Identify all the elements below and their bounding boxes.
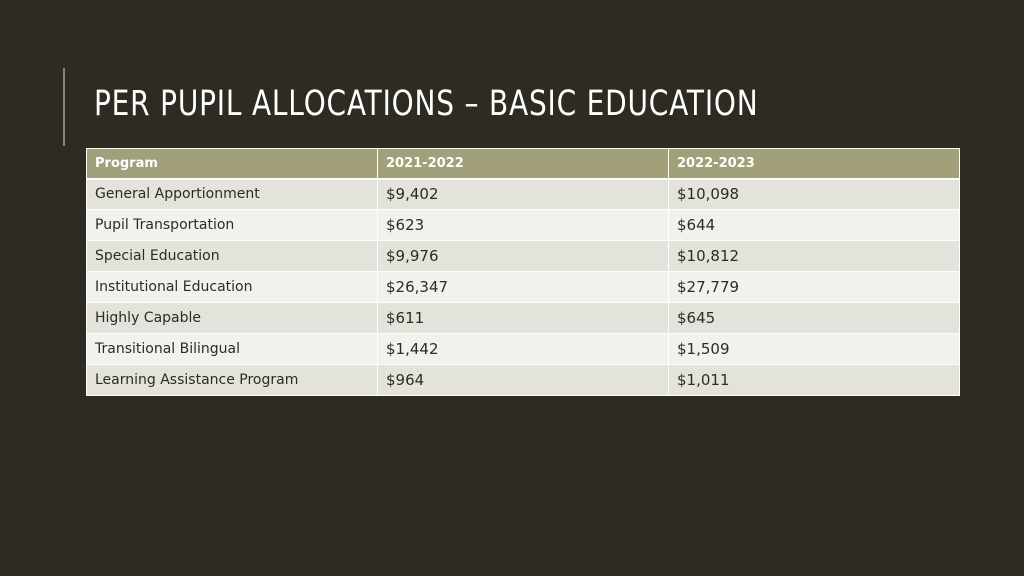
amount-2022-2023: $27,779 [669, 272, 960, 303]
program-name: Highly Capable [87, 303, 378, 334]
program-name: Institutional Education [87, 272, 378, 303]
title-accent-line [63, 68, 65, 146]
amount-2021-2022: $9,402 [378, 179, 669, 210]
amount-2022-2023: $1,509 [669, 334, 960, 365]
amount-2021-2022: $611 [378, 303, 669, 334]
amount-2022-2023: $10,098 [669, 179, 960, 210]
amount-2022-2023: $644 [669, 210, 960, 241]
table-row [87, 303, 960, 334]
header-2021-2022: 2021-2022 [378, 149, 669, 179]
program-name: General Apportionment [87, 179, 378, 210]
amount-2021-2022: $9,976 [378, 241, 669, 272]
amount-2021-2022: $623 [378, 210, 669, 241]
header-2022-2023: 2022-2023 [669, 149, 960, 179]
amount-2021-2022: $964 [378, 365, 669, 396]
program-name: Transitional Bilingual [87, 334, 378, 365]
header-program: Program [87, 149, 378, 179]
table-row [87, 241, 960, 272]
amount-2022-2023: $645 [669, 303, 960, 334]
amount-2021-2022: $26,347 [378, 272, 669, 303]
amount-2021-2022: $1,442 [378, 334, 669, 365]
slide-title: PER PUPIL ALLOCATIONS – BASIC EDUCATION [94, 84, 759, 124]
program-name: Special Education [87, 241, 378, 272]
table-row [87, 210, 960, 241]
table-row [87, 272, 960, 303]
allocations-table [86, 148, 960, 396]
table-row [87, 334, 960, 365]
table-row [87, 365, 960, 396]
amount-2022-2023: $10,812 [669, 241, 960, 272]
table-row [87, 179, 960, 210]
amount-2022-2023: $1,011 [669, 365, 960, 396]
program-name: Learning Assistance Program [87, 365, 378, 396]
program-name: Pupil Transportation [87, 210, 378, 241]
table-header-row [87, 149, 960, 179]
